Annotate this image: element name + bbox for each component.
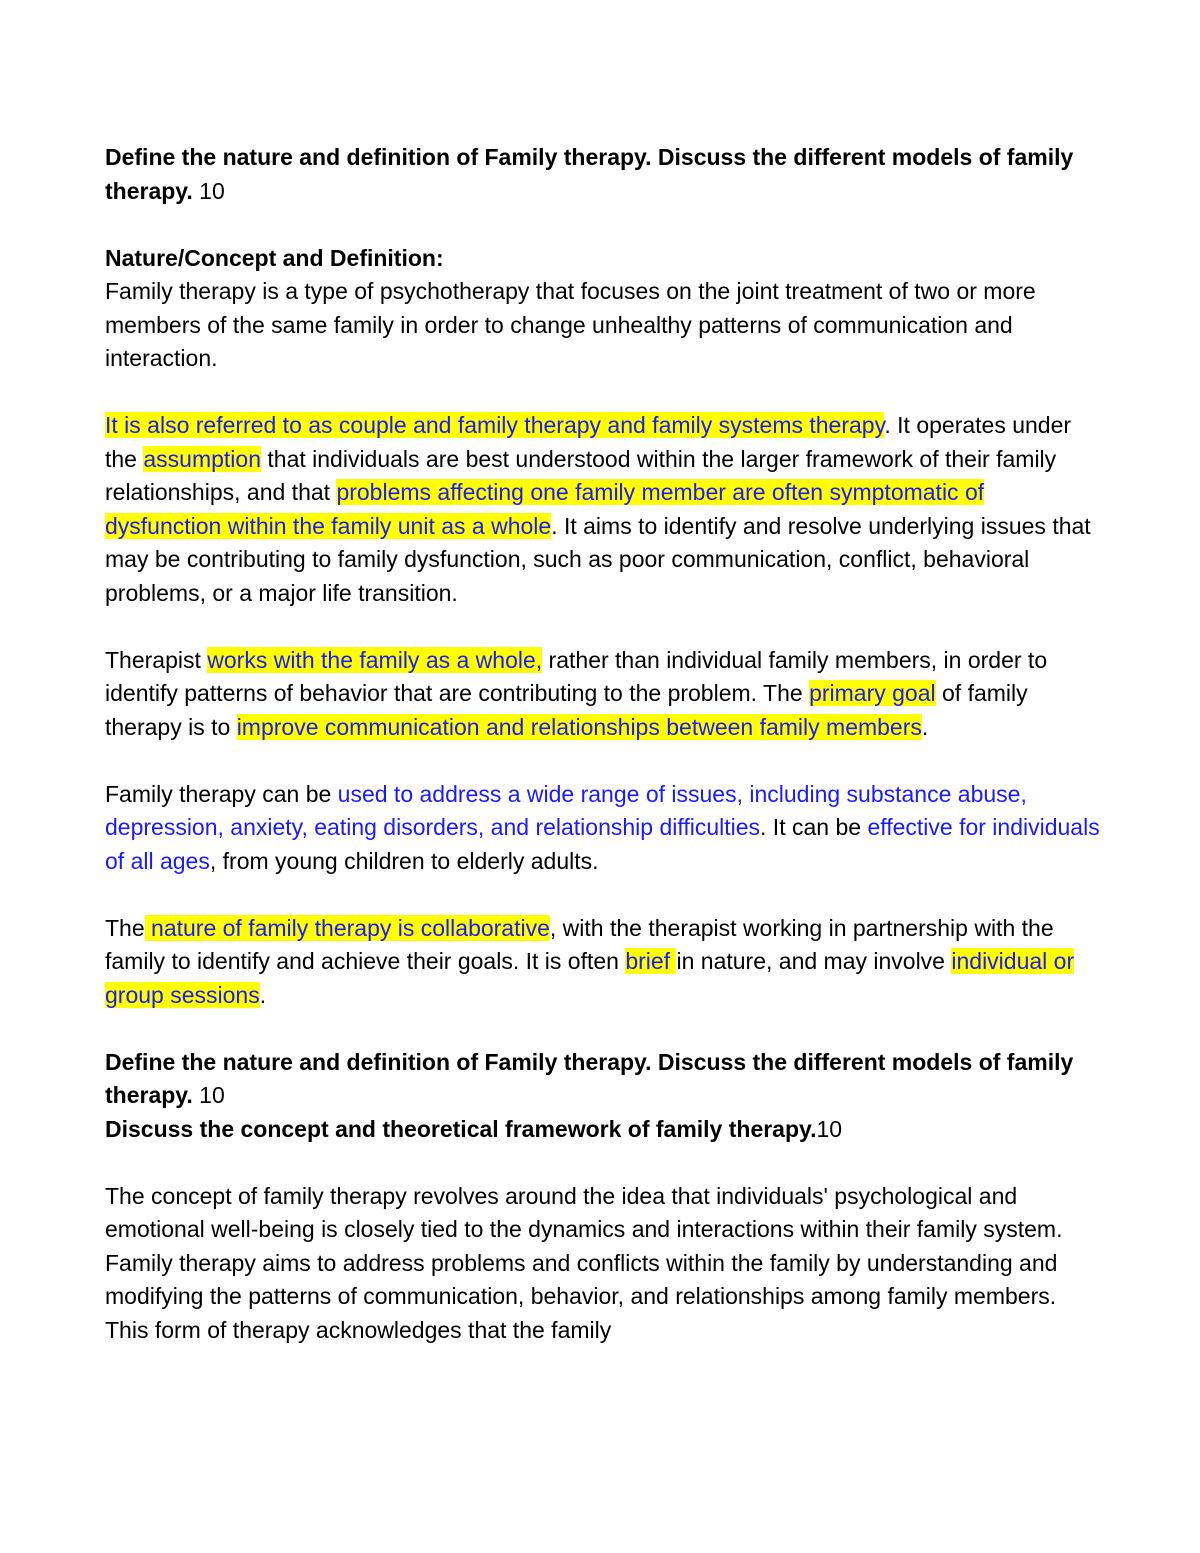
highlighted-text: brief (625, 948, 677, 974)
emphasized-text: used to address a wide range of issues, including substance abuse, depression, anxiety, eating disorders, and relationship difficulties (105, 780, 1027, 840)
highlighted-text: problems affecting one family member are often symptomatic of dysfunction within the family unit as a whole (105, 479, 985, 539)
body-text: Therapist (105, 646, 208, 673)
question-marks: 10 (192, 1082, 225, 1108)
paragraph-concept: The concept of family therapy revolves around the idea that individuals' psychological and emotional well-being is closely tied to the dynamics and interactions within their family system. Family therapy aims to address problems and conflicts within the family by understanding and modifying the patterns of communication, behavior, and relationships among family members. This form of therapy acknowledges that the family (105, 1182, 1063, 1343)
paragraph-spacer (105, 1146, 1105, 1180)
body-text: , with the therapist working in partnership with the family to identify and achieve their goals. It is often (105, 914, 1054, 974)
body-text: of family therapy is to (105, 680, 1028, 740)
body-text: Family therapy can be (105, 780, 338, 807)
question-text: Define the nature and definition of Family therapy. Discuss the different models of family therapy. (105, 144, 1074, 204)
highlighted-text: assumption (143, 445, 261, 472)
highlighted-text: works with the family as a whole, (207, 646, 543, 673)
body-text: in nature, and may involve (676, 948, 952, 974)
paragraph-spacer (105, 878, 1105, 912)
question-heading-1 (105, 141, 1105, 208)
body-text: . It operates under the (105, 412, 1072, 472)
paragraph-spacer (105, 208, 1105, 242)
body-text: . It aims to identify and resolve underlying issues that may be contributing to family dysfunction, such as poor communication, conflict, behavioral problems, or a major life transition. (105, 512, 1091, 606)
highlighted-text: It is also referred to as couple and family therapy and family systems therapy (105, 412, 885, 438)
highlighted-text: individual or group sessions (105, 948, 1075, 1008)
paragraph-spacer (105, 744, 1105, 778)
question-marks: 10 (816, 1115, 843, 1142)
question-text: Define the nature and definition of Family therapy. Discuss the different models of family therapy. (105, 1048, 1074, 1108)
document-page (105, 141, 1105, 1347)
body-text: , from young children to elderly adults. (209, 847, 599, 874)
body-text: rather than individual family members, in order to identify patterns of behavior that are contributing to the problem. The (105, 646, 1048, 706)
section-heading: Nature/Concept and Definition: (105, 244, 444, 271)
paragraph-definition: Family therapy is a type of psychotherapy that focuses on the joint treatment of two or more members of the same family in order to change unhealthy patterns of communication and interaction. (105, 278, 1036, 371)
question-heading-3 (105, 1113, 1105, 1147)
highlighted-text: improve communication and relationships between family members (236, 713, 922, 740)
paragraph-spacer (105, 376, 1105, 410)
emphasized-text: effective for individuals of all ages (105, 814, 1100, 874)
paragraph-spacer (105, 1012, 1105, 1046)
body-text: that individuals are best understood within the larger framework of their family relationships, and that (105, 445, 1057, 505)
body-text: . (921, 713, 929, 740)
paragraph-issues (105, 778, 1105, 879)
paragraph-nature (105, 912, 1105, 1013)
paragraph-therapist (105, 644, 1105, 745)
body-text: . (259, 981, 267, 1008)
question-heading-2 (105, 1046, 1105, 1113)
paragraph-spacer (105, 610, 1105, 644)
body-text: The (105, 914, 145, 941)
question-text: Discuss the concept and theoretical framework of family therapy. (105, 1115, 817, 1142)
question-marks: 10 (192, 177, 225, 204)
paragraph-assumption (105, 409, 1105, 610)
highlighted-text: nature of family therapy is collaborative (144, 914, 550, 941)
body-text: . It can be (760, 814, 868, 840)
highlighted-text: primary goal (809, 680, 936, 706)
